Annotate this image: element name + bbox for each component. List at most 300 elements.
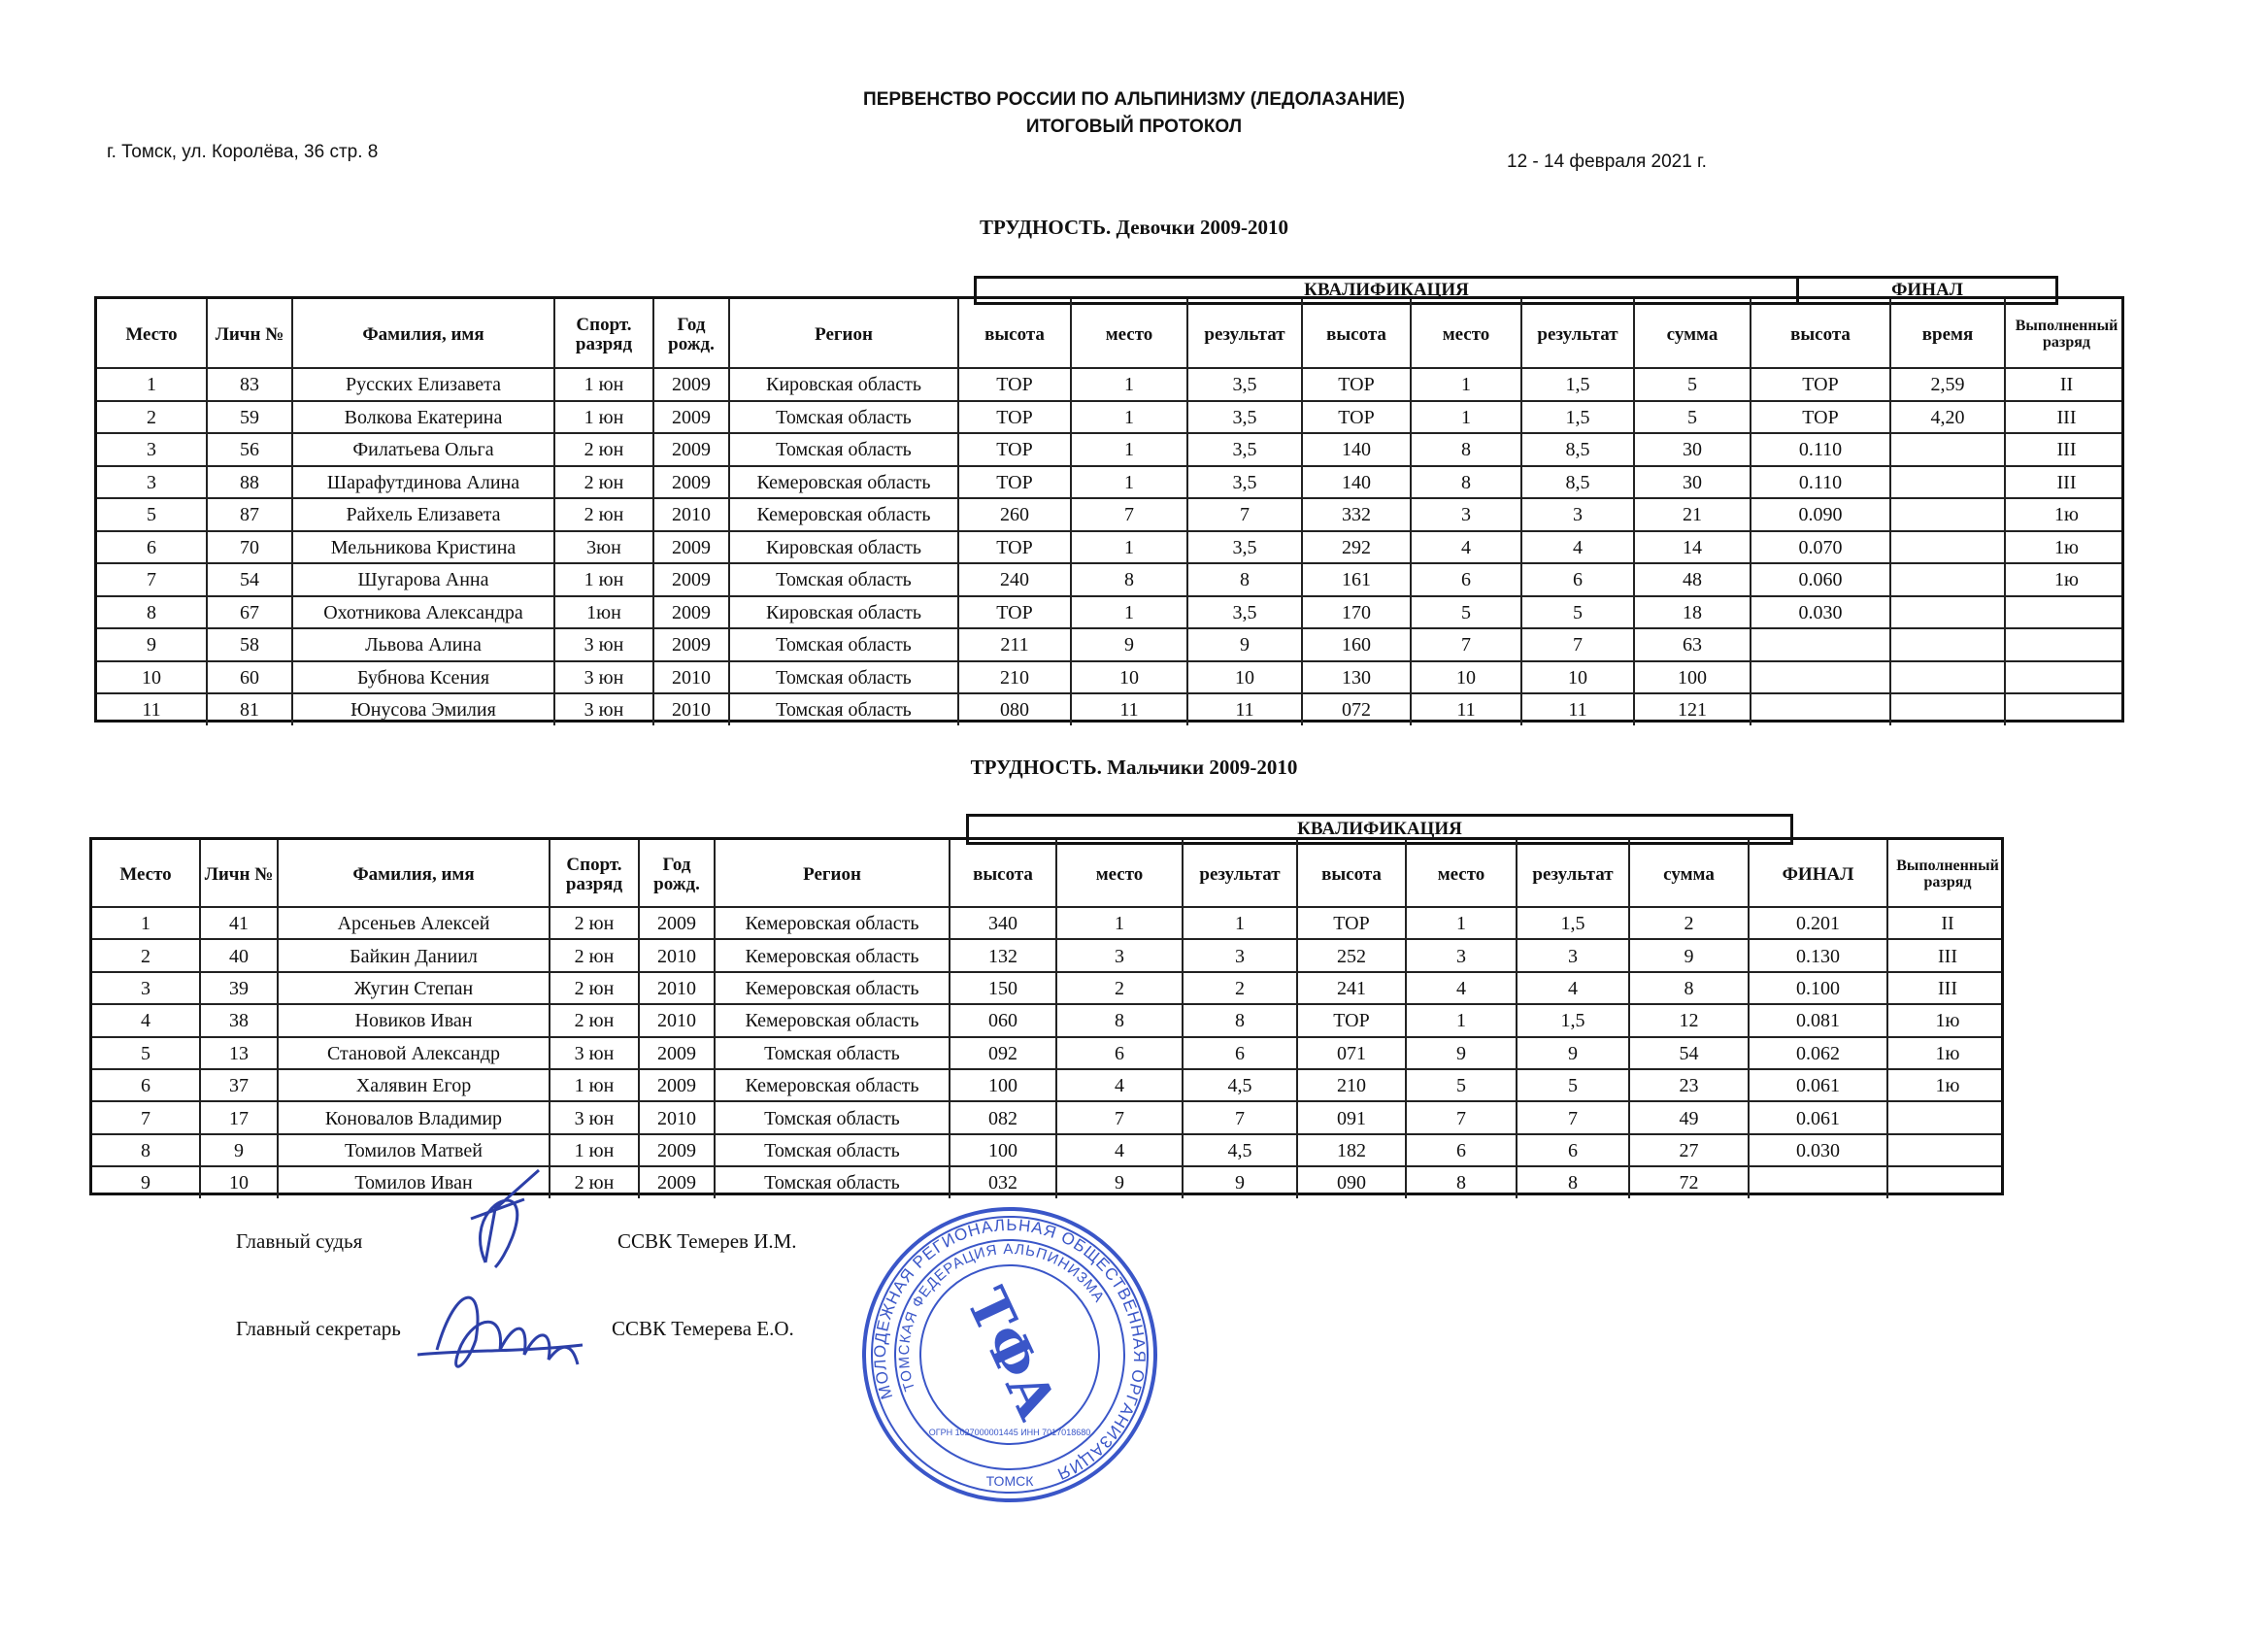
boys-col-sum: 8	[1628, 971, 1748, 1003]
boys-col-q1-result: 3	[1182, 938, 1296, 970]
boys-col-sum: 72	[1628, 1165, 1748, 1197]
girls-header-col-region: Регион	[728, 299, 957, 367]
boys-col-q2-result: 1,5	[1516, 906, 1628, 938]
girls-col-q1-result: 7	[1186, 497, 1301, 530]
boys-header-col-rank: Спорт. разряд	[549, 840, 638, 906]
girls-col-q2-height: 130	[1301, 660, 1410, 693]
girls-col-q1-place: 8	[1070, 562, 1186, 595]
girls-col-final-height	[1750, 627, 1889, 660]
girls-section-title: ТРУДНОСТЬ. Девочки 2009-2010	[980, 216, 1288, 239]
chief-judge-name: ССВК Темерев И.М.	[617, 1229, 797, 1253]
boys-col-year: 2010	[638, 1003, 714, 1035]
girls-col-id: 60	[206, 660, 291, 693]
boys-col-sum: 2	[1628, 906, 1748, 938]
girls-table-frame	[94, 296, 2124, 723]
girls-col-q2-result: 6	[1520, 562, 1633, 595]
boys-col-id: 37	[199, 1068, 277, 1100]
girls-col-q2-place: 1	[1410, 400, 1520, 433]
girls-col-name: Бубнова Ксения	[291, 660, 553, 693]
girls-final-header: ФИНАЛ	[1796, 276, 2058, 305]
boys-col-name: Томилов Матвей	[277, 1133, 549, 1165]
girls-col-sum: 121	[1633, 692, 1750, 725]
girls-col-q2-place: 11	[1410, 692, 1520, 725]
girls-header-col-place: Место	[125, 324, 178, 346]
girls-col-q1-place: 10	[1070, 660, 1186, 693]
boys-table-row	[92, 906, 2001, 940]
girls-col-q2-result: 10	[1520, 660, 1633, 693]
girls-col-place: 1	[147, 374, 156, 396]
boys-col-q1-height: 100	[949, 1068, 1055, 1100]
girls-col-region: Кировская область	[728, 367, 957, 400]
girls-col-rank: 3юн	[553, 530, 652, 563]
girls-col-q1-result: 3,5	[1186, 530, 1301, 563]
girls-col-achieved-rank: II	[2004, 367, 2127, 400]
girls-col-q1-result: 8	[1186, 562, 1301, 595]
boys-col-q1-result: 7	[1182, 1100, 1296, 1132]
boys-col-place: 1	[141, 913, 150, 935]
girls-col-final-time	[1889, 562, 2004, 595]
girls-col-name: Юнусова Эмилия	[291, 692, 553, 725]
girls-col-q1-place: 1	[1070, 595, 1186, 628]
girls-col-year: 2010	[652, 692, 728, 725]
girls-col-q2-result: 8,5	[1520, 432, 1633, 465]
girls-col-id: 54	[206, 562, 291, 595]
girls-col-rank: 1юн	[553, 595, 652, 628]
boys-col-q1-place: 3	[1055, 938, 1182, 970]
girls-table-row	[97, 562, 2121, 597]
girls-col-rank: 1 юн	[553, 400, 652, 433]
girls-header-col-q1-height: высота	[957, 299, 1070, 367]
girls-col-sum: 18	[1633, 595, 1750, 628]
girls-col-id: 67	[206, 595, 291, 628]
girls-col-final-height	[1750, 692, 1889, 725]
boys-header-col-sum: сумма	[1628, 840, 1748, 906]
boys-col-place: 2	[141, 945, 150, 967]
boys-qualification-header: КВАЛИФИКАЦИЯ	[966, 814, 1793, 845]
boys-col-q1-height: 032	[949, 1165, 1055, 1197]
boys-header-col-q2-result: результат	[1516, 840, 1628, 906]
boys-col-id: 40	[199, 938, 277, 970]
girls-col-rank: 3 юн	[553, 627, 652, 660]
girls-col-q2-height: 292	[1301, 530, 1410, 563]
boys-col-region: Кемеровская область	[714, 971, 949, 1003]
girls-col-region: Кемеровская область	[728, 465, 957, 498]
boys-col-rank: 2 юн	[549, 938, 638, 970]
boys-col-q2-place: 5	[1405, 1068, 1516, 1100]
girls-col-q1-result: 10	[1186, 660, 1301, 693]
boys-table-frame	[89, 837, 2004, 1195]
stamp-inner-text: ТОМСКАЯ ФЕДЕРАЦИЯ АЛЬПИНИЗМА	[895, 1240, 1108, 1394]
girls-col-q1-place: 1	[1070, 367, 1186, 400]
boys-col-q1-place: 2	[1055, 971, 1182, 1003]
boys-col-final: 0.081	[1748, 1003, 1886, 1035]
boys-col-q1-height: 092	[949, 1036, 1055, 1068]
girls-col-sum: 100	[1633, 660, 1750, 693]
boys-col-year: 2009	[638, 1133, 714, 1165]
girls-col-final-height: 0.070	[1750, 530, 1889, 563]
girls-header-col-q2-result: результат	[1520, 299, 1633, 367]
boys-col-name: Арсеньев Алексей	[277, 906, 549, 938]
boys-col-q2-place: 4	[1405, 971, 1516, 1003]
girls-col-q1-result: 3,5	[1186, 432, 1301, 465]
girls-col-q1-place: 1	[1070, 465, 1186, 498]
girls-col-name: Охотникова Александра	[291, 595, 553, 628]
girls-table-row	[97, 465, 2121, 500]
girls-col-q1-height: TOP	[957, 595, 1070, 628]
document-title: ПЕРВЕНСТВО РОССИИ ПО АЛЬПИНИЗМУ (ЛЕДОЛАЗАНИЕ)	[863, 89, 1405, 110]
boys-col-q2-place: 6	[1405, 1133, 1516, 1165]
girls-col-q1-height: 211	[957, 627, 1070, 660]
boys-col-name: Новиков Иван	[277, 1003, 549, 1035]
girls-col-final-height: 0.090	[1750, 497, 1889, 530]
girls-col-achieved-rank	[2004, 595, 2127, 628]
girls-col-rank: 3 юн	[553, 660, 652, 693]
girls-col-q1-place: 1	[1070, 432, 1186, 465]
girls-col-final-time	[1889, 692, 2004, 725]
girls-col-q2-result: 8,5	[1520, 465, 1633, 498]
boys-header-col-q1-result: результат	[1182, 840, 1296, 906]
girls-col-q1-height: 210	[957, 660, 1070, 693]
boys-col-achieved-rank: 1ю	[1886, 1003, 2007, 1035]
boys-col-achieved-rank: III	[1886, 938, 2007, 970]
stamp-emblem: ТФА	[953, 1278, 1070, 1429]
girls-col-region: Томская область	[728, 562, 957, 595]
boys-col-sum: 49	[1628, 1100, 1748, 1132]
stamp-city: ТОМСК	[985, 1473, 1034, 1489]
girls-col-year: 2009	[652, 595, 728, 628]
boys-col-q2-height: 252	[1296, 938, 1405, 970]
girls-col-rank: 3 юн	[553, 692, 652, 725]
girls-col-place: 9	[147, 634, 156, 656]
boys-col-q2-place: 8	[1405, 1165, 1516, 1197]
girls-col-final-height: 0.110	[1750, 432, 1889, 465]
boys-col-region: Кемеровская область	[714, 906, 949, 938]
boys-col-q2-height: TOP	[1296, 1003, 1405, 1035]
girls-header-row	[97, 299, 2121, 369]
boys-col-final: 0.061	[1748, 1100, 1886, 1132]
boys-col-final: 0.062	[1748, 1036, 1886, 1068]
girls-col-year: 2009	[652, 627, 728, 660]
boys-col-q1-height: 150	[949, 971, 1055, 1003]
girls-col-final-time	[1889, 627, 2004, 660]
girls-col-final-time	[1889, 530, 2004, 563]
girls-col-year: 2009	[652, 432, 728, 465]
boys-col-q2-height: 090	[1296, 1165, 1405, 1197]
girls-col-region: Кировская область	[728, 595, 957, 628]
boys-header-col-region: Регион	[714, 840, 949, 906]
boys-header-col-name: Фамилия, имя	[277, 840, 549, 906]
girls-col-rank: 1 юн	[553, 367, 652, 400]
girls-col-id: 88	[206, 465, 291, 498]
girls-col-q2-place: 4	[1410, 530, 1520, 563]
girls-col-place: 6	[147, 536, 156, 558]
boys-col-q2-result: 3	[1516, 938, 1628, 970]
girls-col-sum: 48	[1633, 562, 1750, 595]
boys-col-id: 17	[199, 1100, 277, 1132]
boys-col-rank: 2 юн	[549, 1003, 638, 1035]
girls-col-final-height: TOP	[1750, 400, 1889, 433]
girls-col-q2-result: 1,5	[1520, 367, 1633, 400]
boys-col-region: Томская область	[714, 1100, 949, 1132]
boys-col-final: 0.061	[1748, 1068, 1886, 1100]
girls-col-q1-result: 3,5	[1186, 400, 1301, 433]
girls-col-region: Томская область	[728, 400, 957, 433]
girls-col-year: 2009	[652, 400, 728, 433]
girls-col-name: Шарафутдинова Алина	[291, 465, 553, 498]
girls-col-q2-place: 3	[1410, 497, 1520, 530]
girls-col-q1-result: 11	[1186, 692, 1301, 725]
girls-col-achieved-rank: III	[2004, 465, 2127, 498]
boys-col-region: Томская область	[714, 1036, 949, 1068]
girls-col-q2-place: 6	[1410, 562, 1520, 595]
boys-header-col-id: Личн №	[199, 840, 277, 906]
girls-col-final-time	[1889, 432, 2004, 465]
boys-col-q1-height: 100	[949, 1133, 1055, 1165]
boys-col-year: 2010	[638, 971, 714, 1003]
boys-table-row	[92, 1036, 2001, 1070]
girls-col-name: Райхель Елизавета	[291, 497, 553, 530]
girls-col-place: 3	[147, 471, 156, 493]
boys-col-id: 13	[199, 1036, 277, 1068]
girls-col-q2-result: 5	[1520, 595, 1633, 628]
girls-col-id: 58	[206, 627, 291, 660]
girls-header-col-q1-place: место	[1070, 299, 1186, 367]
girls-col-place: 3	[147, 439, 156, 461]
girls-col-q1-height: TOP	[957, 530, 1070, 563]
girls-col-q1-result: 3,5	[1186, 595, 1301, 628]
girls-col-achieved-rank: 1ю	[2004, 497, 2127, 530]
boys-col-rank: 2 юн	[549, 971, 638, 1003]
girls-header-col-id: Личн №	[206, 299, 291, 367]
boys-col-rank: 3 юн	[549, 1100, 638, 1132]
girls-col-place: 11	[142, 699, 161, 722]
girls-col-year: 2010	[652, 497, 728, 530]
boys-col-rank: 2 юн	[549, 1165, 638, 1197]
girls-col-q2-result: 3	[1520, 497, 1633, 530]
boys-col-q1-place: 9	[1055, 1165, 1182, 1197]
girls-col-id: 56	[206, 432, 291, 465]
boys-col-q1-result: 4,5	[1182, 1068, 1296, 1100]
boys-col-year: 2010	[638, 1100, 714, 1132]
girls-col-id: 83	[206, 367, 291, 400]
girls-col-q1-place: 1	[1070, 530, 1186, 563]
boys-col-achieved-rank: 1ю	[1886, 1036, 2007, 1068]
girls-col-q1-height: TOP	[957, 367, 1070, 400]
boys-col-rank: 3 юн	[549, 1036, 638, 1068]
boys-col-id: 10	[199, 1165, 277, 1197]
girls-col-q2-height: TOP	[1301, 367, 1410, 400]
boys-table-row	[92, 1165, 2001, 1197]
girls-col-final-height: 0.030	[1750, 595, 1889, 628]
boys-section-title: ТРУДНОСТЬ. Мальчики 2009-2010	[970, 756, 1298, 779]
girls-col-q2-height: 332	[1301, 497, 1410, 530]
boys-col-place: 9	[141, 1172, 150, 1194]
boys-col-achieved-rank	[1886, 1100, 2007, 1132]
boys-col-q2-height: 241	[1296, 971, 1405, 1003]
boys-col-q2-height: TOP	[1296, 906, 1405, 938]
girls-col-final-time: 4,20	[1889, 400, 2004, 433]
girls-col-sum: 5	[1633, 367, 1750, 400]
girls-col-q2-height: 161	[1301, 562, 1410, 595]
boys-col-place: 6	[141, 1075, 150, 1097]
girls-col-final-time	[1889, 595, 2004, 628]
girls-col-q1-height: TOP	[957, 465, 1070, 498]
girls-col-region: Томская область	[728, 627, 957, 660]
girls-col-achieved-rank: III	[2004, 400, 2127, 433]
boys-col-id: 41	[199, 906, 277, 938]
boys-col-q2-place: 9	[1405, 1036, 1516, 1068]
girls-col-rank: 2 юн	[553, 465, 652, 498]
girls-col-q2-result: 11	[1520, 692, 1633, 725]
boys-header-col-q1-place: место	[1055, 840, 1182, 906]
girls-table-row	[97, 692, 2121, 725]
stamp-ogrn: ОГРН 1027000001445 ИНН 7017018680	[928, 1428, 1091, 1437]
boys-col-name: Становой Александр	[277, 1036, 549, 1068]
girls-col-rank: 1 юн	[553, 562, 652, 595]
boys-col-year: 2010	[638, 938, 714, 970]
girls-col-q2-place: 7	[1410, 627, 1520, 660]
boys-col-achieved-rank: III	[1886, 971, 2007, 1003]
boys-header-col-q2-place: место	[1405, 840, 1516, 906]
boys-col-place: 4	[141, 1010, 150, 1032]
boys-col-name: Жугин Степан	[277, 971, 549, 1003]
girls-table-row	[97, 627, 2121, 662]
boys-col-achieved-rank	[1886, 1165, 2007, 1197]
secretary-signature	[408, 1272, 592, 1389]
boys-header-col-year: Год рожд.	[638, 840, 714, 906]
girls-col-name: Русских Елизавета	[291, 367, 553, 400]
girls-col-name: Мельникова Кристина	[291, 530, 553, 563]
girls-col-year: 2009	[652, 465, 728, 498]
boys-header-row	[92, 840, 2001, 908]
boys-col-q2-height: 182	[1296, 1133, 1405, 1165]
girls-col-final-height: 0.110	[1750, 465, 1889, 498]
girls-col-id: 59	[206, 400, 291, 433]
girls-table-row	[97, 497, 2121, 532]
boys-col-q2-height: 071	[1296, 1036, 1405, 1068]
girls-table-row	[97, 595, 2121, 630]
boys-header-col-q2-height: высота	[1296, 840, 1405, 906]
girls-header-col-final-time: время	[1889, 299, 2004, 367]
girls-col-place: 7	[147, 569, 156, 591]
girls-col-final-height	[1750, 660, 1889, 693]
boys-col-q1-height: 132	[949, 938, 1055, 970]
boys-col-name: Байкин Даниил	[277, 938, 549, 970]
girls-col-sum: 5	[1633, 400, 1750, 433]
girls-table-row	[97, 530, 2121, 565]
boys-header-col-place: Место	[119, 864, 172, 886]
girls-col-final-time	[1889, 465, 2004, 498]
girls-col-q1-place: 1	[1070, 400, 1186, 433]
girls-col-q1-place: 9	[1070, 627, 1186, 660]
boys-col-q1-result: 4,5	[1182, 1133, 1296, 1165]
boys-col-year: 2009	[638, 1036, 714, 1068]
boys-col-final: 0.130	[1748, 938, 1886, 970]
girls-header-col-name: Фамилия, имя	[291, 299, 553, 367]
girls-col-final-height: 0.060	[1750, 562, 1889, 595]
girls-col-name: Филатьева Ольга	[291, 432, 553, 465]
girls-col-q1-height: 080	[957, 692, 1070, 725]
boys-col-place: 3	[141, 977, 150, 999]
girls-col-q2-height: 170	[1301, 595, 1410, 628]
girls-col-q2-height: 072	[1301, 692, 1410, 725]
boys-col-achieved-rank	[1886, 1133, 2007, 1165]
girls-col-year: 2009	[652, 530, 728, 563]
girls-col-region: Томская область	[728, 432, 957, 465]
girls-col-place: 8	[147, 601, 156, 623]
boys-col-region: Томская область	[714, 1165, 949, 1197]
boys-col-sum: 12	[1628, 1003, 1748, 1035]
girls-col-q2-height: TOP	[1301, 400, 1410, 433]
girls-col-rank: 2 юн	[553, 497, 652, 530]
boys-col-year: 2009	[638, 1068, 714, 1100]
girls-header-col-rank: Спорт. разряд	[553, 299, 652, 367]
girls-table-row	[97, 660, 2121, 695]
girls-col-achieved-rank: 1ю	[2004, 530, 2127, 563]
girls-col-final-time	[1889, 660, 2004, 693]
girls-col-id: 87	[206, 497, 291, 530]
venue-address: г. Томск, ул. Королёва, 36 стр. 8	[107, 142, 379, 162]
girls-col-q1-result: 3,5	[1186, 367, 1301, 400]
girls-table-row	[97, 432, 2121, 467]
chief-judge-label: Главный судья	[236, 1229, 363, 1253]
boys-col-q1-place: 4	[1055, 1068, 1182, 1100]
girls-col-region: Кировская область	[728, 530, 957, 563]
girls-col-id: 70	[206, 530, 291, 563]
organization-stamp	[859, 1204, 1160, 1505]
boys-col-q2-result: 5	[1516, 1068, 1628, 1100]
girls-col-place: 5	[147, 504, 156, 526]
boys-col-q1-height: 340	[949, 906, 1055, 938]
boys-col-sum: 54	[1628, 1036, 1748, 1068]
boys-table-row	[92, 1003, 2001, 1037]
boys-col-q2-result: 1,5	[1516, 1003, 1628, 1035]
girls-col-region: Томская область	[728, 692, 957, 725]
girls-col-name: Волкова Екатерина	[291, 400, 553, 433]
girls-col-sum: 63	[1633, 627, 1750, 660]
girls-col-region: Томская область	[728, 660, 957, 693]
boys-col-place: 5	[141, 1042, 150, 1064]
boys-col-rank: 1 юн	[549, 1133, 638, 1165]
girls-col-q2-place: 8	[1410, 432, 1520, 465]
girls-col-achieved-rank	[2004, 627, 2127, 660]
boys-col-achieved-rank: 1ю	[1886, 1068, 2007, 1100]
boys-table-row	[92, 1133, 2001, 1167]
girls-col-q1-height: TOP	[957, 400, 1070, 433]
judge-signature	[427, 1160, 573, 1287]
boys-col-q1-height: 082	[949, 1100, 1055, 1132]
boys-col-region: Кемеровская область	[714, 938, 949, 970]
girls-col-name: Львова Алина	[291, 627, 553, 660]
girls-col-name: Шугарова Анна	[291, 562, 553, 595]
boys-col-q2-place: 1	[1405, 906, 1516, 938]
boys-col-place: 7	[141, 1107, 150, 1129]
boys-col-q1-place: 1	[1055, 906, 1182, 938]
boys-col-q2-height: 210	[1296, 1068, 1405, 1100]
girls-col-id: 81	[206, 692, 291, 725]
boys-col-q2-place: 7	[1405, 1100, 1516, 1132]
boys-col-id: 38	[199, 1003, 277, 1035]
boys-col-q2-place: 1	[1405, 1003, 1516, 1035]
girls-col-sum: 30	[1633, 465, 1750, 498]
girls-col-q1-place: 11	[1070, 692, 1186, 725]
boys-col-q1-place: 4	[1055, 1133, 1182, 1165]
boys-col-place: 8	[141, 1139, 150, 1161]
girls-col-q2-height: 140	[1301, 465, 1410, 498]
boys-col-sum: 27	[1628, 1133, 1748, 1165]
girls-col-achieved-rank	[2004, 692, 2127, 725]
girls-col-place: 10	[142, 666, 161, 689]
